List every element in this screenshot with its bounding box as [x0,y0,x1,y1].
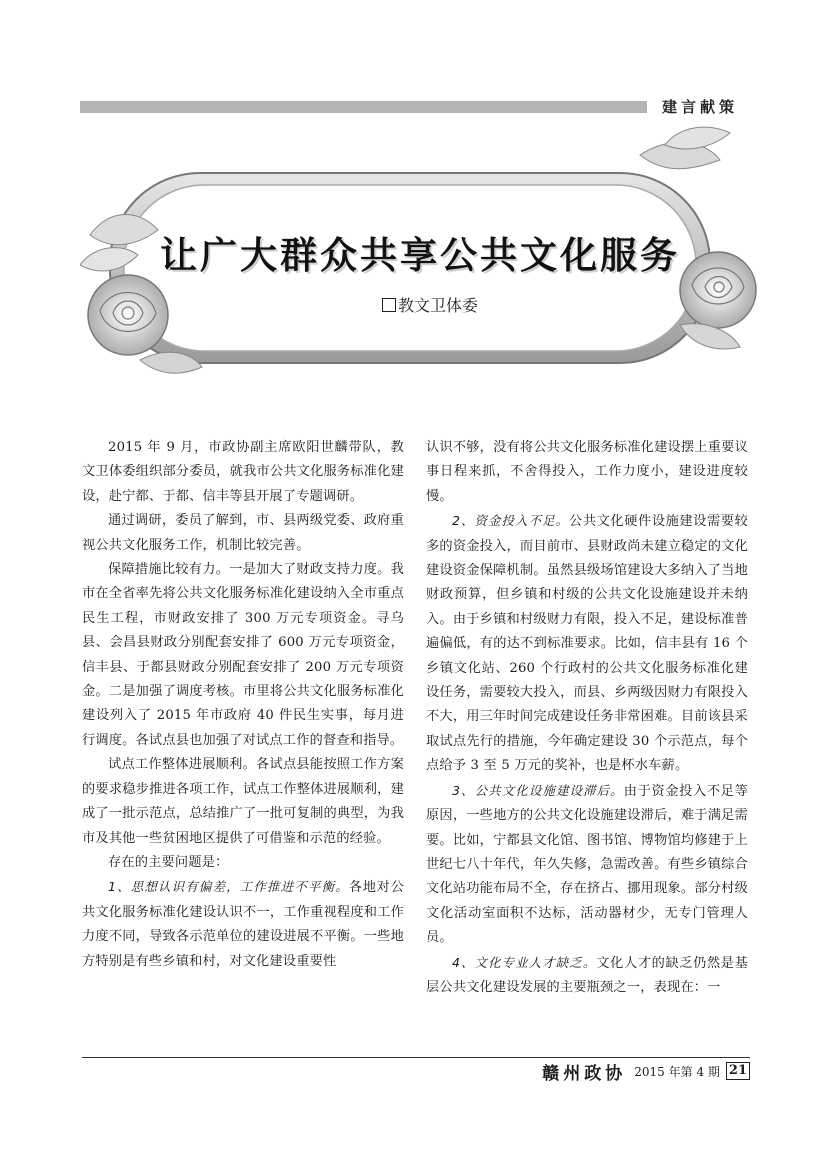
author-name: 教文卫体委 [397,296,478,315]
issue-label: 2015 年第 4 期 [634,1064,720,1079]
paragraph [426,779,748,951]
paragraph: 保障措施比较有力。一是加大了财政支持力度。我市在全省率先将公共文化服务标准化建设纳入全市重点民生工程，市财政安排了 300 万元专项资金。寻乌县、会昌县财政分别配套安排了 600 万元专项资金，信丰县、于都县财政分别配套安排了 200 万元专项资金。二是加强了调度考核。市里将公共文化服务标准化建设列入了 2015 年市政府 40 件民生实事，每月进行调度。各试点县也加强了对试点工作的督查和指导。 [82,562,404,748]
paragraph: 存在的主要问题是： [108,854,229,870]
subheading: 4、文化专业人才缺乏。 [452,954,597,970]
paragraph-text: 由于资金投入不足等原因，一些地方的公共文化设施建设滞后，难于满足需要。比如，宁都县文化馆、图书馆、博物馆均修建于上世纪七八十年代，年久失修，急需改善。有些乡镇综合文化站功能布局不全，存在挤占、挪用现象。部分村级文化活动室面积不达标，活动器材少，无专门管理人员。 [426,783,748,946]
subheading: 3、公共文化设施建设滞后。 [452,782,624,798]
paragraph-text: 各地对公共文化服务标准化建设认识不一，工作重视程度和工作力度不同，导致各示范单位的建设进展不平衡。一些地方特别是有些乡镇和村，对文化建设重要性 [82,880,404,969]
paragraph: 认识不够，没有将公共文化服务标准化建设摆上重要议事日程来抓，不舍得投入，工作力度小，建设进度较慢。 [426,440,748,504]
paragraph [82,875,404,974]
paragraph: 2015 年 9 月，市政协副主席欧阳世麟带队，教文卫体委组织部分委员，就我市公共文化服务标准化建设，赴宁都、于都、信丰等县开展了专题调研。 [82,440,404,504]
section-label: 建言献策 [662,98,739,116]
page-number: 21 [726,1062,750,1080]
paragraph [426,509,748,778]
header-rule [80,101,647,113]
left-column [82,436,404,974]
journal-name: 赣州政协 [542,1063,627,1084]
paragraph-text: 公共文化硬件设施建设需要较多的资金投入，而目前市、县财政尚未建立稳定的文化建设资金保障机制。虽然县级场馆建设大多纳入了当地财政预算，但乡镇和村级的公共文化设施建设并未纳入。由于乡镇和村级财力有限，投入不足，建设标准普遍偏低，有的达不到标准要求。比如，信丰县有 16 个乡镇文化站、260 个行政村的公共文化服务标准化建设任务，需要较大投入，而县、乡两级因财力有限投入不大，用三年时间完成建设任务非常困难。目前该县采取试点先行的措施，今年确定建设 30 个示范点，每个点给予 3 至 5 万元的奖补，也是杯水车薪。 [426,514,748,774]
article-title: 让广大群众共享公共文化服务 [160,234,680,277]
paragraph [426,951,748,1001]
page-footer [542,1058,750,1084]
right-column [426,436,748,1000]
author-byline [280,293,580,316]
rose-left-icon [88,275,168,355]
paragraph: 试点工作整体进展顺利。各试点县能按照工作方案的要求稳步推进各项工作，试点工作整体进展顺利，建成了一批示范点，总结推广了一批可复制的典型，为我市及其他一些贫困地区提供了可借鉴和示范的经验。 [82,757,404,846]
square-box-icon [382,298,396,312]
title-banner [80,115,770,385]
rose-right-icon [680,252,756,328]
paragraph-text: 文化人才的缺乏仍然是基层公共文化建设发展的主要瓶颈之一，表现在：一 [426,955,748,995]
subheading: 2、资金投入不足。 [452,513,570,529]
subheading: 1、思想认识有偏差，工作推进不平衡。 [108,879,349,895]
paragraph: 通过调研，委员了解到，市、县两级党委、政府重视公共文化服务工作，机制比较完善。 [82,513,404,553]
